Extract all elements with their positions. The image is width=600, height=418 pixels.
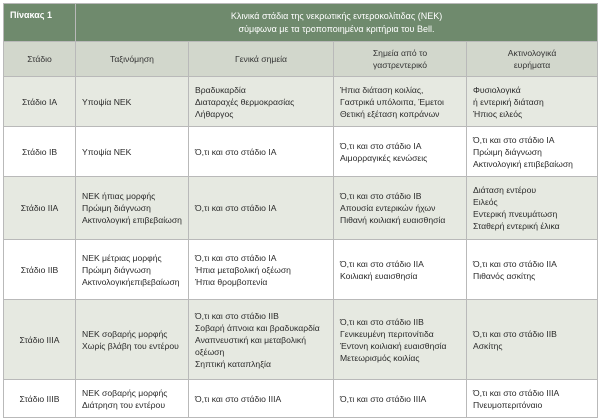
stage-cell: Στάδιο ΙΑ [4, 77, 76, 127]
radiology-line: Πνευμοπεριτόναιο [473, 399, 543, 410]
gi-line: Γενικευμένη περιτονίτιδα [340, 328, 434, 339]
table-row [4, 127, 598, 177]
table-row [4, 77, 598, 127]
column-header [334, 42, 467, 77]
gi-line: Ό,τι και στο στάδιο ΙΙΙΑ [340, 393, 427, 404]
general-line: οξέωση [195, 346, 225, 357]
classification-line: Υποψία ΝΕΚ [82, 146, 132, 157]
radiology-cell [467, 77, 598, 127]
table-title-line: Κλινικά στάδια της νεκρωτικής εντεροκολίτιδας (ΝΕΚ) [230, 10, 443, 21]
column-header [467, 42, 598, 77]
general-cell [189, 240, 334, 300]
radiology-cell [467, 240, 598, 300]
gi-line: Γαστρικά υπόλοιπα, Έμετοι [340, 96, 444, 107]
column-header-text: Ακτινολογικά [507, 48, 557, 58]
column-header [189, 42, 334, 77]
table-title-line: σύμφωνα με τα τροποποιημένα κριτήρια του Bell. [238, 23, 435, 34]
classification-line: ΝΕΚ σοβαρής μορφής [82, 328, 168, 339]
column-header-text: Σημεία από το [372, 48, 428, 58]
general-line: Σοβαρή άπνοια και βραδυκαρδία [195, 322, 320, 333]
gi-line: Πιθανή κοιλιακή ευαισθησία [340, 215, 446, 225]
gi-cell [334, 300, 467, 380]
radiology-line: Ό,τι και στο στάδιο ΙΙΙΑ [473, 387, 560, 398]
general-line: Ό,τι και στο στάδιο ΙΙΒ [195, 310, 279, 321]
general-line: Ό,τι και στο στάδιο ΙΑ [195, 146, 277, 157]
radiology-cell [467, 127, 598, 177]
column-header-text: Στάδιο [27, 54, 52, 64]
radiology-line: Ειλεός [473, 197, 498, 207]
gi-line: Απουσία εντερικών ήχων [340, 203, 436, 213]
gi-line: Κοιλιακή ευαισθησία [340, 270, 418, 281]
table-body [4, 4, 598, 418]
classification-line: Πρώιμη διάγνωση [82, 264, 151, 275]
radiology-line: Ό,τι και στο στάδιο ΙΙΒ [473, 328, 557, 339]
radiology-line: Ήπιος ειλεός [473, 108, 523, 119]
radiology-line: Εντερική πνευμάτωση [473, 209, 558, 219]
gi-line: Ό,τι και στο στάδιο ΙΙΑ [340, 258, 424, 269]
classification-cell [76, 177, 189, 240]
general-line: Ό,τι και στο στάδιο ΙΑ [195, 252, 277, 263]
classification-cell [76, 127, 189, 177]
gi-line: Μετεωρισμός κοιλίας [340, 352, 420, 363]
table-number-badge: Πίνακας 1 [4, 4, 76, 42]
general-line: Ό,τι και στο στάδιο ΙΙΙΑ [195, 393, 282, 404]
column-header-text: γαστρεντερικό [373, 60, 427, 70]
stage-cell: Στάδιο ΙΙΒ [4, 240, 76, 300]
classification-line: ΝΕΚ ήπιας μορφής [82, 191, 156, 201]
radiology-line: Διάταση εντέρου [473, 185, 537, 195]
general-line: Σηπτική καταπληξία [195, 358, 271, 369]
general-line: Βραδυκαρδία [195, 84, 246, 95]
classification-line: Ακτινολογική επιβεβαίωση [82, 215, 182, 225]
classification-line: Υποψία ΝΕΚ [82, 96, 132, 107]
radiology-line: Πιθανός ασκίτης [473, 270, 536, 281]
general-line: Λήθαργος [195, 108, 234, 119]
column-header-text: ευρήματα [513, 60, 551, 70]
radiology-line: Ασκίτης [473, 340, 503, 351]
column-header [76, 42, 189, 77]
table-row [4, 240, 598, 300]
radiology-cell [467, 300, 598, 380]
stage-cell: Στάδιο ΙΙΙΑ [4, 300, 76, 380]
classification-line: ΝΕΚ μέτριας μορφής [82, 252, 162, 263]
gi-line: Θετική εξέταση κοπράνων [340, 108, 440, 119]
classification-cell [76, 380, 189, 418]
gi-line: Ό,τι και στο στάδιο ΙΙΒ [340, 316, 424, 327]
radiology-cell [467, 380, 598, 418]
gi-cell [334, 177, 467, 240]
table-row [4, 380, 598, 418]
general-cell [189, 380, 334, 418]
stage-cell: Στάδιο ΙΙΑ [4, 177, 76, 240]
gi-line: Έντονη κοιλιακή ευαισθησία [340, 340, 447, 351]
classification-line: Πρώιμη διάγνωση [82, 203, 151, 213]
general-line: Αναπνευστική και μεταβολική [195, 334, 306, 345]
radiology-line: ή εντερική διάταση [473, 96, 544, 107]
classification-cell [76, 300, 189, 380]
stage-cell: Στάδιο ΙΒ [4, 127, 76, 177]
column-header-text: Ταξινόμηση [110, 54, 154, 64]
general-cell [189, 300, 334, 380]
radiology-line: Ό,τι και στο στάδιο ΙΑ [473, 134, 555, 145]
radiology-line: Φυσιολογικά [473, 84, 521, 95]
classification-cell [76, 240, 189, 300]
column-header [4, 42, 76, 77]
general-line: Ήπια θρομβοπενία [195, 276, 268, 287]
header-row [4, 42, 598, 77]
gi-line: Ήπια διάταση κοιλίας, [340, 84, 424, 95]
general-line: Ό,τι και στο στάδιο ΙΑ [195, 203, 277, 213]
gi-cell [334, 240, 467, 300]
table-row [4, 177, 598, 240]
radiology-line: Ό,τι και στο στάδιο ΙΙΑ [473, 258, 557, 269]
general-line: Διαταραχές θερμοκρασίας [195, 96, 295, 107]
gi-line: Ό,τι και στο στάδιο ΙΑ [340, 140, 422, 151]
title-row [4, 4, 598, 42]
radiology-cell [467, 177, 598, 240]
classification-line: Χωρίς βλάβη του εντέρου [82, 340, 179, 351]
gi-line: Αιμορραγικές κενώσεις [340, 152, 428, 163]
radiology-line: Ακτινολογική επιβεβαίωση [473, 158, 573, 169]
classification-line: Διάτρηση του εντέρου [82, 399, 166, 410]
gi-cell [334, 380, 467, 418]
gi-line: Ό,τι και στο στάδιο ΙΒ [340, 191, 422, 201]
gi-cell [334, 127, 467, 177]
stage-cell: Στάδιο ΙΙΙΒ [4, 380, 76, 418]
nec-stages-table [3, 3, 598, 418]
classification-cell [76, 77, 189, 127]
general-line: Ήπια μεταβολική οξέωση [195, 264, 291, 275]
radiology-line: Πρώιμη διάγνωση [473, 146, 542, 157]
general-cell [189, 177, 334, 240]
classification-line: ΝΕΚ σοβαρής μορφής [82, 387, 168, 398]
general-cell [189, 127, 334, 177]
column-header-text: Γενικά σημεία [234, 54, 288, 64]
radiology-line: Σταθερή εντερική έλικα [473, 221, 560, 231]
classification-line: Ακτινολογικήεπιβεβαίωση [82, 276, 180, 287]
general-cell [189, 77, 334, 127]
table-title [76, 4, 598, 42]
table-row [4, 300, 598, 380]
gi-cell [334, 77, 467, 127]
